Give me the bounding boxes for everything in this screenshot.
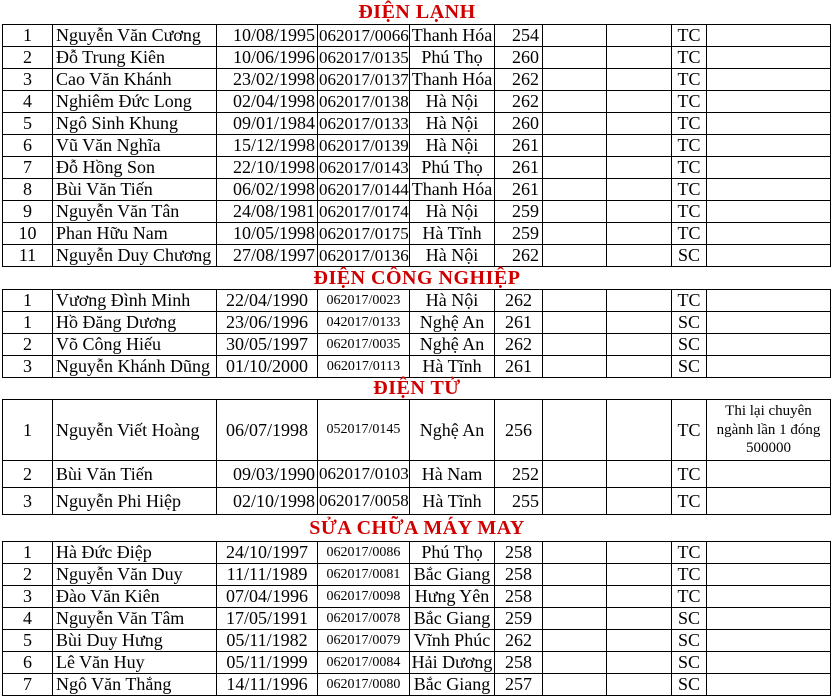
table-row — [3, 542, 831, 564]
cell-no: 8 — [3, 179, 53, 201]
cell-dob: 22/04/1990 — [217, 290, 318, 312]
cell-score: 260 — [495, 113, 543, 135]
cell-no: 2 — [3, 334, 53, 356]
table-row — [3, 461, 831, 488]
cell-province: Hà Tĩnh — [410, 356, 495, 378]
section-title: ĐIỆN CÔNG NGHIỆP — [313, 267, 521, 289]
cell-blank2 — [607, 630, 672, 652]
cell-province: Hà Tĩnh — [410, 223, 495, 245]
cell-province: Thanh Hóa — [410, 25, 495, 47]
cell-blank1 — [543, 157, 607, 179]
cell-note — [707, 356, 831, 378]
cell-no: 7 — [3, 674, 53, 696]
cell-code: 062017/0137 — [319, 69, 409, 89]
cell-score: 262 — [495, 290, 543, 312]
cell-name: Nguyễn Văn Tâm — [53, 608, 217, 630]
cell-name: Ngô Văn Thắng — [53, 674, 217, 696]
cell-no: 4 — [3, 91, 53, 113]
cell-score: 255 — [495, 488, 543, 515]
table-row — [3, 157, 831, 179]
cell-level: TC — [672, 586, 707, 608]
cell-province: Bắc Giang — [410, 608, 495, 630]
cell-name: Vương Đình Minh — [53, 290, 217, 312]
cell-province: Nghệ An — [410, 334, 495, 356]
cell-province: Hà Nội — [410, 245, 495, 267]
cell-note — [707, 69, 831, 91]
cell-code: 062017/0174 — [319, 201, 409, 221]
cell-blank1 — [543, 245, 607, 267]
cell-level: TC — [672, 542, 707, 564]
cell-name: Hồ Đăng Dương — [53, 312, 217, 334]
cell-note — [707, 312, 831, 334]
table-row — [3, 135, 831, 157]
table-row — [3, 630, 831, 652]
cell-note — [707, 113, 831, 135]
cell-dob: 06/07/1998 — [217, 400, 318, 461]
cell-dob: 06/02/1998 — [217, 179, 318, 201]
cell-no: 3 — [3, 488, 53, 515]
cell-name: Ngô Sinh Khung — [53, 113, 217, 135]
cell-level: SC — [672, 674, 707, 696]
table-row — [3, 312, 831, 334]
cell-score: 261 — [495, 157, 543, 179]
cell-code: 062017/0084 — [318, 652, 410, 674]
cell-no: 9 — [3, 201, 53, 223]
cell-no: 5 — [3, 630, 53, 652]
cell-province: Hà Tĩnh — [410, 488, 495, 515]
cell-province: Hà Nội — [410, 113, 495, 135]
cell-no: 3 — [3, 69, 53, 91]
cell-code: 062017/0086 — [318, 542, 410, 564]
cell-name: Nguyễn Khánh Dũng — [53, 356, 217, 378]
table-row — [3, 91, 831, 113]
cell-province: Phú Thọ — [410, 157, 495, 179]
cell-dob: 10/08/1995 — [217, 25, 318, 47]
cell-note — [707, 47, 831, 69]
cell-note — [707, 542, 831, 564]
cell-blank2 — [607, 461, 672, 488]
section-title: ĐIỆN TỬ — [373, 377, 461, 399]
cell-dob: 24/10/1997 — [217, 542, 318, 564]
cell-code: 062017/0143 — [319, 157, 409, 177]
cell-blank2 — [607, 113, 672, 135]
cell-code: 062017/0138 — [319, 91, 409, 111]
cell-level: TC — [672, 488, 707, 515]
cell-level: TC — [672, 400, 707, 461]
cell-level: TC — [672, 461, 707, 488]
cell-code: 062017/0066 — [319, 25, 409, 45]
cell-blank2 — [607, 290, 672, 312]
section-dien-tu — [2, 378, 832, 515]
section-table — [2, 289, 831, 378]
cell-level: SC — [672, 652, 707, 674]
cell-dob: 23/02/1998 — [217, 69, 318, 91]
cell-note — [707, 630, 831, 652]
cell-province: Hà Nội — [410, 91, 495, 113]
cell-province: Hà Nam — [410, 461, 495, 488]
cell-code: 062017/0136 — [319, 245, 409, 265]
table-row — [3, 674, 831, 696]
cell-level: SC — [672, 334, 707, 356]
table-row — [3, 334, 831, 356]
cell-note — [707, 223, 831, 245]
table-row — [3, 201, 831, 223]
cell-blank1 — [543, 290, 607, 312]
cell-level: TC — [672, 201, 707, 223]
cell-score: 259 — [495, 608, 543, 630]
cell-level: TC — [672, 47, 707, 69]
cell-note — [707, 400, 831, 461]
cell-blank2 — [607, 564, 672, 586]
cell-blank1 — [543, 47, 607, 69]
cell-note — [707, 25, 831, 47]
table-row — [3, 652, 831, 674]
cell-province: Hưng Yên — [410, 586, 495, 608]
cell-no: 7 — [3, 157, 53, 179]
cell-note — [707, 564, 831, 586]
table-row — [3, 356, 831, 378]
cell-code: 062017/0078 — [318, 608, 410, 630]
cell-name: Nguyễn Văn Tân — [53, 201, 217, 223]
section-title: ĐIỆN LẠNH — [358, 1, 476, 23]
cell-blank1 — [543, 674, 607, 696]
table-row — [3, 400, 831, 461]
cell-level: TC — [672, 135, 707, 157]
cell-dob: 01/10/2000 — [217, 356, 318, 378]
table-row — [3, 608, 831, 630]
cell-name: Nghiêm Đức Long — [53, 91, 217, 113]
cell-name: Nguyễn Duy Chương — [53, 245, 217, 267]
section-table — [2, 541, 831, 696]
cell-dob: 10/05/1998 — [217, 223, 318, 245]
cell-name: Nguyễn Phi Hiệp — [53, 488, 217, 515]
cell-blank1 — [543, 586, 607, 608]
cell-level: TC — [672, 25, 707, 47]
cell-level: TC — [672, 290, 707, 312]
cell-code: 042017/0133 — [318, 312, 410, 334]
cell-blank2 — [607, 69, 672, 91]
cell-code: 062017/0144 — [319, 179, 409, 199]
cell-blank2 — [607, 674, 672, 696]
cell-blank1 — [543, 356, 607, 378]
cell-blank2 — [607, 179, 672, 201]
cell-level: TC — [672, 564, 707, 586]
cell-level: TC — [672, 69, 707, 91]
cell-no: 6 — [3, 135, 53, 157]
cell-blank1 — [543, 608, 607, 630]
cell-dob: 17/05/1991 — [217, 608, 318, 630]
cell-province: Phú Thọ — [410, 542, 495, 564]
cell-blank1 — [543, 25, 607, 47]
cell-province: Vĩnh Phúc — [410, 630, 495, 652]
cell-score: 260 — [495, 47, 543, 69]
cell-no: 2 — [3, 461, 53, 488]
cell-dob: 09/01/1984 — [217, 113, 318, 135]
cell-dob: 10/06/1996 — [217, 47, 318, 69]
cell-score: 259 — [495, 223, 543, 245]
cell-level: TC — [672, 179, 707, 201]
cell-name: Nguyễn Văn Cương — [53, 25, 217, 47]
table-row — [3, 113, 831, 135]
cell-no: 10 — [3, 223, 53, 245]
cell-level: SC — [672, 356, 707, 378]
cell-dob: 27/08/1997 — [217, 245, 318, 267]
cell-score: 262 — [495, 69, 543, 91]
cell-dob: 09/03/1990 — [217, 461, 318, 488]
table-row — [3, 245, 831, 267]
cell-dob: 15/12/1998 — [217, 135, 318, 157]
cell-code: 052017/0145 — [318, 400, 410, 461]
cell-blank1 — [543, 334, 607, 356]
cell-code: 062017/0079 — [318, 630, 410, 652]
cell-score: 261 — [495, 179, 543, 201]
cell-blank2 — [607, 542, 672, 564]
cell-dob: 02/04/1998 — [217, 91, 318, 113]
cell-province: Nghệ An — [410, 400, 495, 461]
cell-blank2 — [607, 312, 672, 334]
cell-blank2 — [607, 47, 672, 69]
cell-blank2 — [607, 25, 672, 47]
cell-blank2 — [607, 245, 672, 267]
cell-name: Lê Văn Huy — [53, 652, 217, 674]
cell-code: 062017/0103 — [318, 461, 410, 488]
cell-name: Hà Đức Điệp — [53, 542, 217, 564]
table-row — [3, 69, 831, 91]
cell-name: Cao Văn Khánh — [53, 69, 217, 91]
cell-dob: 05/11/1982 — [217, 630, 318, 652]
cell-name: Bùi Văn Tiến — [53, 461, 217, 488]
table-row — [3, 179, 831, 201]
section-dien-lanh — [2, 0, 832, 267]
cell-code: 062017/0098 — [318, 586, 410, 608]
table-row — [3, 47, 831, 69]
cell-blank1 — [543, 312, 607, 334]
cell-note — [707, 135, 831, 157]
cell-name: Võ Công Hiếu — [53, 334, 217, 356]
cell-score: 261 — [495, 312, 543, 334]
cell-blank1 — [543, 400, 607, 461]
cell-dob: 30/05/1997 — [217, 334, 318, 356]
cell-blank1 — [543, 652, 607, 674]
cell-province: Nghệ An — [410, 312, 495, 334]
cell-note — [707, 586, 831, 608]
cell-blank1 — [543, 201, 607, 223]
cell-code: 062017/0080 — [318, 674, 410, 696]
cell-blank2 — [607, 608, 672, 630]
cell-blank2 — [607, 652, 672, 674]
cell-blank1 — [543, 69, 607, 91]
cell-level: SC — [672, 312, 707, 334]
section-title: SỬA CHỮA MÁY MAY — [309, 517, 525, 539]
cell-blank2 — [607, 586, 672, 608]
table-row — [3, 488, 831, 515]
cell-blank1 — [543, 461, 607, 488]
cell-no: 3 — [3, 586, 53, 608]
cell-name: Đỗ Trung Kiên — [53, 47, 217, 69]
cell-no: 11 — [3, 245, 53, 267]
cell-note — [707, 608, 831, 630]
cell-dob: 07/04/1996 — [217, 586, 318, 608]
cell-code: 062017/0175 — [319, 223, 409, 243]
cell-blank1 — [543, 630, 607, 652]
cell-score: 258 — [495, 586, 543, 608]
cell-score: 262 — [495, 630, 543, 652]
cell-no: 5 — [3, 113, 53, 135]
cell-blank2 — [607, 400, 672, 461]
cell-note — [707, 157, 831, 179]
cell-blank1 — [543, 542, 607, 564]
cell-blank1 — [543, 91, 607, 113]
cell-code: 062017/0135 — [319, 47, 409, 67]
cell-no: 2 — [3, 47, 53, 69]
cell-score: 258 — [495, 652, 543, 674]
cell-no: 1 — [3, 312, 53, 334]
section-sua-chua-may-may — [2, 515, 832, 696]
cell-blank2 — [607, 334, 672, 356]
cell-name: Bùi Văn Tiến — [53, 179, 217, 201]
cell-score: 262 — [495, 334, 543, 356]
cell-name: Nguyễn Viết Hoàng — [53, 400, 217, 461]
cell-score: 259 — [495, 201, 543, 223]
note-text: Thi lại chuyên ngành lần 1 đóng 500000 — [716, 402, 821, 457]
table-row — [3, 564, 831, 586]
cell-blank1 — [543, 135, 607, 157]
cell-score: 258 — [495, 542, 543, 564]
cell-level: SC — [672, 245, 707, 267]
cell-dob: 24/08/1981 — [217, 201, 318, 223]
cell-blank2 — [607, 91, 672, 113]
cell-no: 3 — [3, 356, 53, 378]
cell-blank1 — [543, 179, 607, 201]
cell-dob: 23/06/1996 — [217, 312, 318, 334]
cell-blank1 — [543, 113, 607, 135]
cell-dob: 11/11/1989 — [217, 564, 318, 586]
cell-score: 262 — [495, 245, 543, 267]
cell-note — [707, 674, 831, 696]
cell-blank2 — [607, 223, 672, 245]
cell-level: TC — [672, 157, 707, 179]
cell-province: Bắc Giang — [410, 674, 495, 696]
cell-level: SC — [672, 630, 707, 652]
section-table — [2, 24, 831, 267]
section-dien-cong-nghiep — [2, 267, 832, 378]
cell-name: Nguyễn Văn Duy — [53, 564, 217, 586]
cell-no: 1 — [3, 400, 53, 461]
cell-code: 062017/0058 — [318, 488, 410, 515]
cell-province: Bắc Giang — [410, 564, 495, 586]
cell-province: Hà Nội — [410, 201, 495, 223]
cell-level: TC — [672, 223, 707, 245]
cell-no: 1 — [3, 25, 53, 47]
cell-score: 254 — [495, 25, 543, 47]
cell-blank2 — [607, 356, 672, 378]
cell-dob: 02/10/1998 — [217, 488, 318, 515]
cell-name: Bùi Duy Hưng — [53, 630, 217, 652]
cell-score: 261 — [495, 135, 543, 157]
cell-blank2 — [607, 157, 672, 179]
cell-note — [707, 461, 831, 488]
cell-no: 2 — [3, 564, 53, 586]
cell-blank2 — [607, 488, 672, 515]
cell-code: 062017/0035 — [318, 334, 410, 356]
cell-blank1 — [543, 223, 607, 245]
cell-code: 062017/0113 — [318, 356, 410, 378]
cell-note — [707, 179, 831, 201]
cell-blank2 — [607, 201, 672, 223]
cell-dob: 14/11/1996 — [217, 674, 318, 696]
cell-code: 062017/0139 — [319, 135, 409, 155]
cell-score: 257 — [495, 674, 543, 696]
cell-no: 1 — [3, 290, 53, 312]
cell-code: 062017/0081 — [318, 564, 410, 586]
cell-score: 252 — [495, 461, 543, 488]
cell-no: 6 — [3, 652, 53, 674]
cell-no: 4 — [3, 608, 53, 630]
cell-province: Thanh Hóa — [410, 69, 495, 91]
cell-province: Hà Nội — [410, 135, 495, 157]
cell-province: Hà Nội — [410, 290, 495, 312]
cell-level: TC — [672, 113, 707, 135]
cell-note — [707, 290, 831, 312]
cell-score: 261 — [495, 356, 543, 378]
cell-province: Thanh Hóa — [410, 179, 495, 201]
cell-note — [707, 488, 831, 515]
cell-dob: 05/11/1999 — [217, 652, 318, 674]
cell-province: Hải Dương — [410, 652, 495, 674]
cell-note — [707, 652, 831, 674]
table-row — [3, 223, 831, 245]
table-row — [3, 586, 831, 608]
cell-note — [707, 245, 831, 267]
cell-province: Phú Thọ — [410, 47, 495, 69]
cell-level: TC — [672, 91, 707, 113]
section-table — [2, 399, 831, 515]
cell-blank2 — [607, 135, 672, 157]
cell-score: 258 — [495, 564, 543, 586]
cell-score: 262 — [495, 91, 543, 113]
table-row — [3, 290, 831, 312]
cell-score: 256 — [495, 400, 543, 461]
cell-blank1 — [543, 564, 607, 586]
cell-name: Đỗ Hồng Son — [53, 157, 217, 179]
cell-level: SC — [672, 608, 707, 630]
cell-note — [707, 334, 831, 356]
cell-blank1 — [543, 488, 607, 515]
cell-code: 062017/0023 — [318, 290, 410, 312]
cell-code: 062017/0133 — [319, 113, 409, 133]
cell-note — [707, 91, 831, 113]
cell-name: Đào Văn Kiên — [53, 586, 217, 608]
cell-dob: 22/10/1998 — [217, 157, 318, 179]
cell-note — [707, 201, 831, 223]
cell-name: Vũ Văn Nghĩa — [53, 135, 217, 157]
cell-name: Phan Hữu Nam — [53, 223, 217, 245]
table-row — [3, 25, 831, 47]
cell-no: 1 — [3, 542, 53, 564]
